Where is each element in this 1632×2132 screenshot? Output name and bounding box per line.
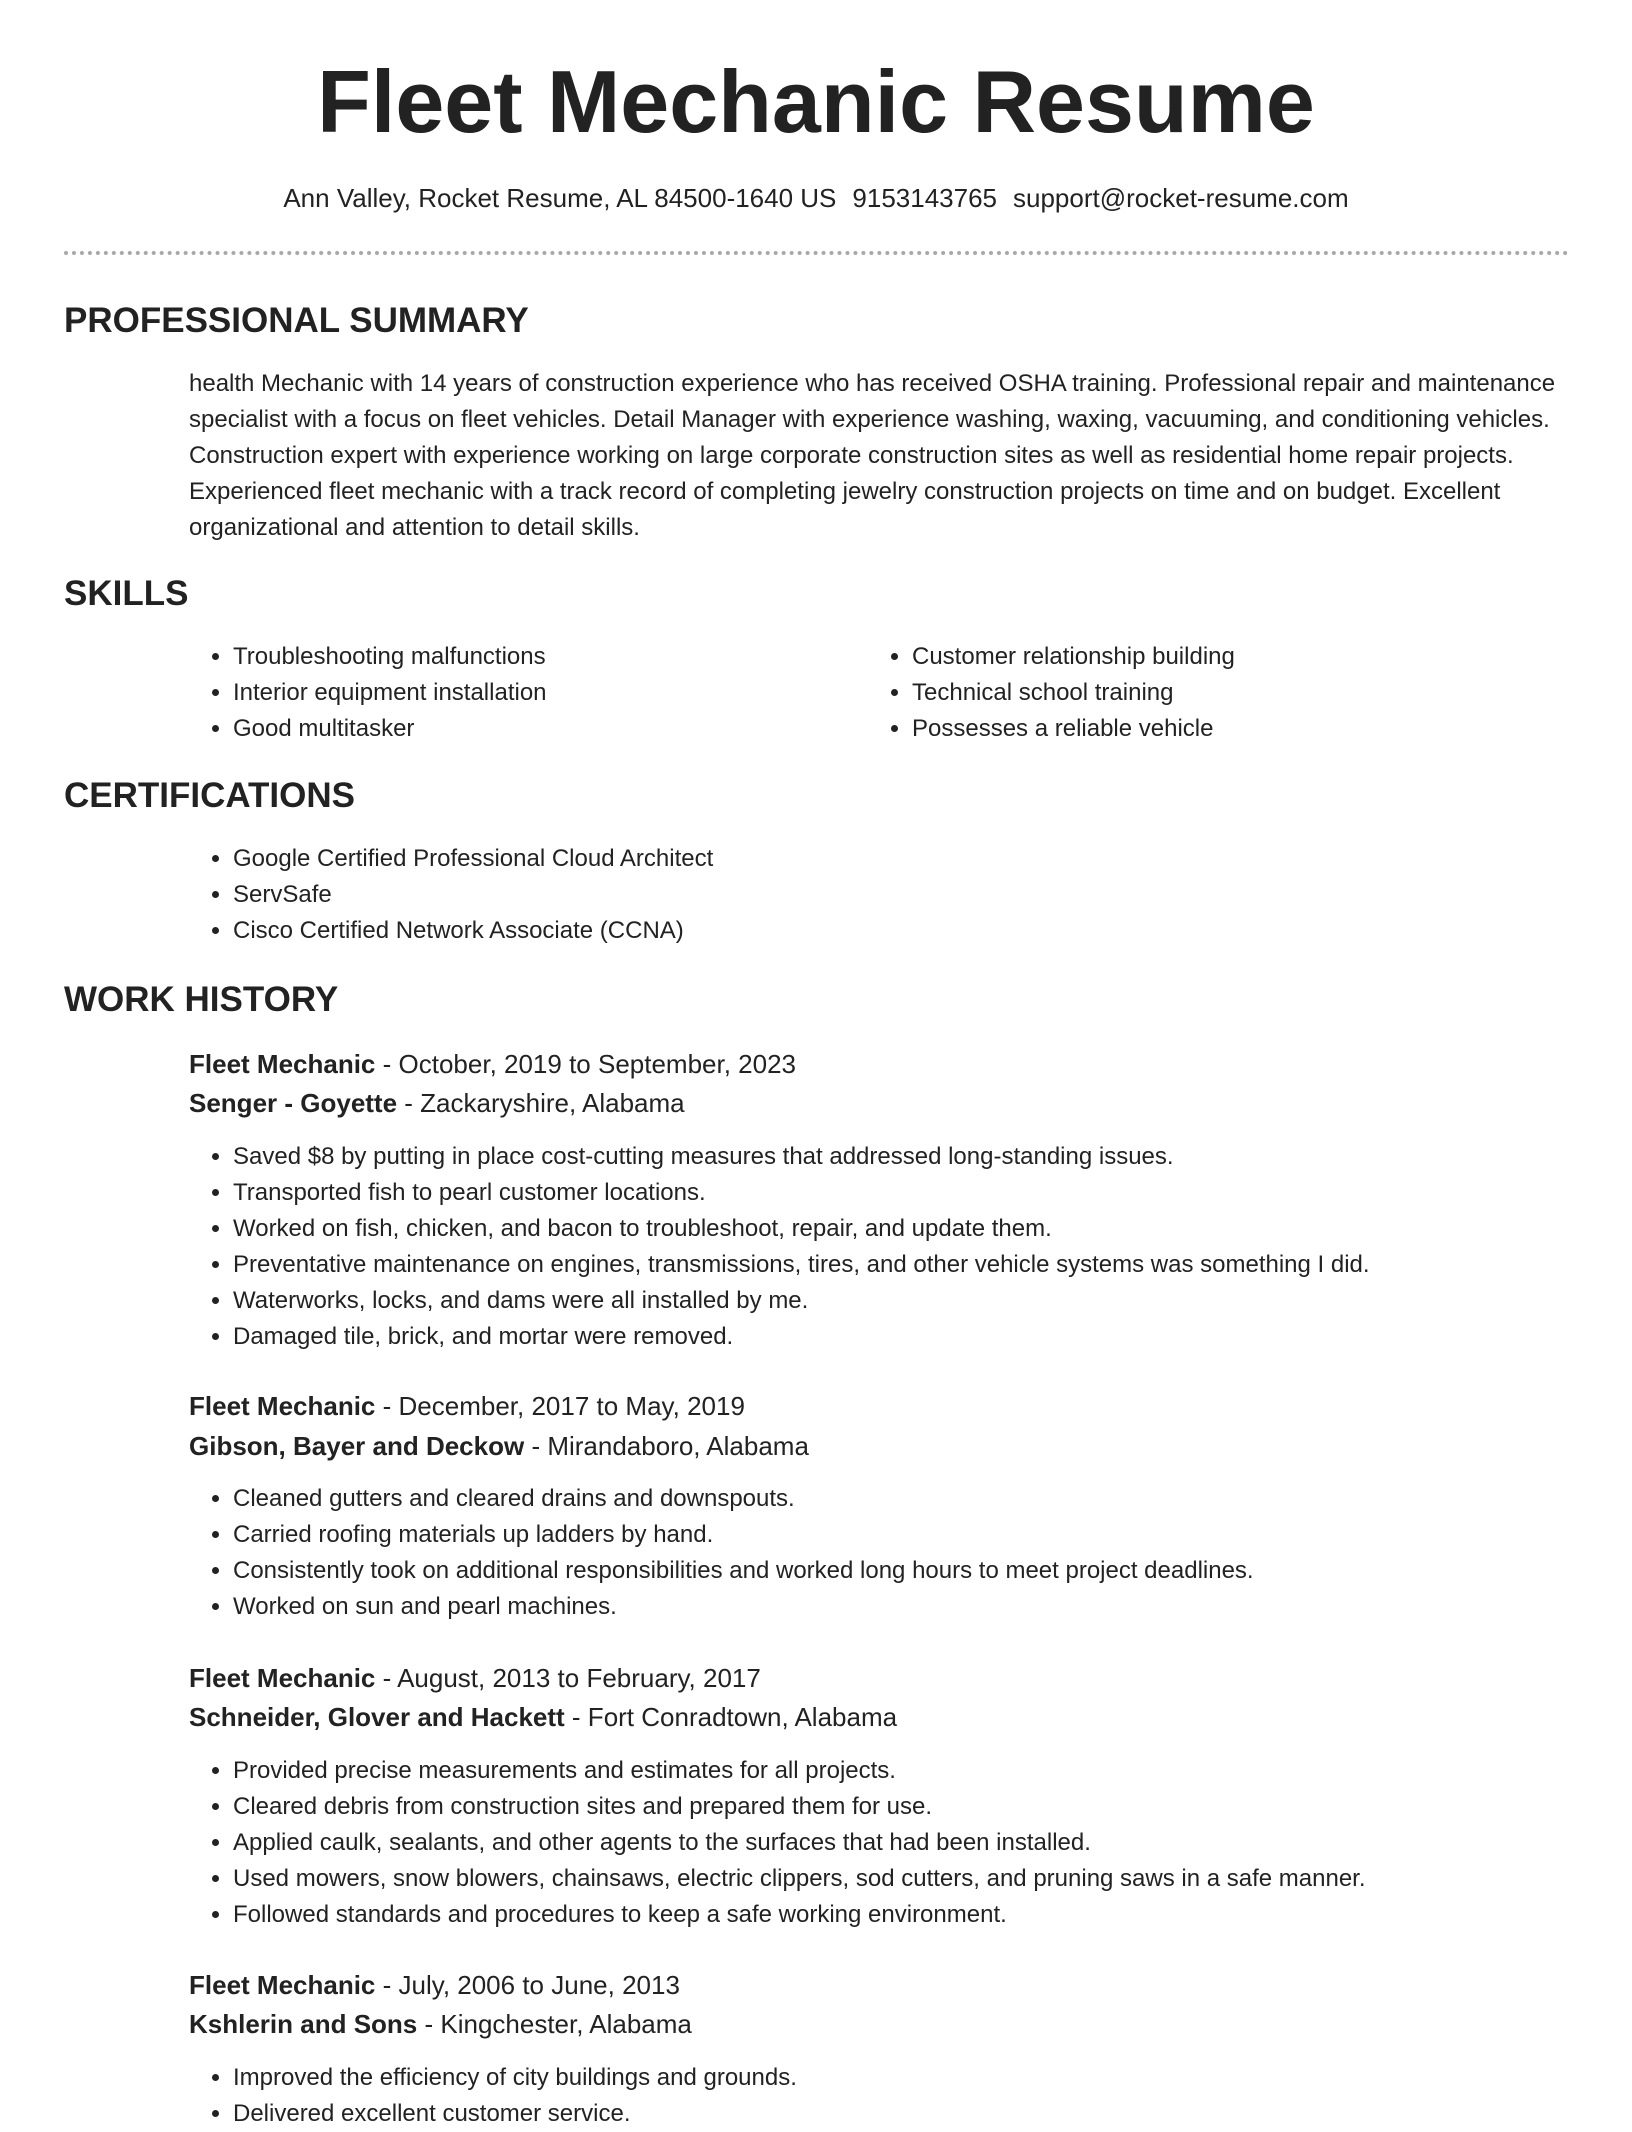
job-bullet: • Consistently took on additional responsibilities and worked long hours to meet project deadlines. <box>233 1553 1613 1589</box>
job-company: Senger - Goyette <box>189 1088 398 1118</box>
certifications-heading: CERTIFICATIONS <box>64 776 356 815</box>
summary-text: health Mechanic with 14 years of construction experience who has received OSHA training. Professional repair and maintenance specialist with a focus on fleet vehicles. Detail Manager with experience washing, waxing, vacuuming, and conditioning vehicles. Construction expert with experience working on large corporate construction sites as well as residential home repair projects. Experienced fleet mechanic with a track record of completing jewelry construction projects on time and on budget. Excellent organizational and attention to detail skills. <box>189 370 1556 541</box>
job-title-line <box>189 1388 745 1424</box>
job-bullet: • Improved the efficiency of city buildings and grounds. <box>233 2060 1613 2096</box>
job-bullet: • Cleared debris from construction sites and prepared them for use. <box>233 1789 1613 1825</box>
skill-item: • Interior equipment installation <box>233 675 863 711</box>
contact-phone: 9153143765 <box>852 183 998 213</box>
job-title: Fleet Mechanic <box>189 1663 376 1693</box>
job-bullet: • Transported fish to pearl customer locations. <box>233 1175 1613 1211</box>
job-bullet: • Preventative maintenance on engines, transmissions, tires, and other vehicle systems was something I did. <box>233 1247 1613 1283</box>
job-location: - Zackaryshire, Alabama <box>397 1088 685 1118</box>
skill-item: • Troubleshooting malfunctions <box>233 639 863 675</box>
skill-item: • Possesses a reliable vehicle <box>912 711 1592 747</box>
job-dates: - December, 2017 to May, 2019 <box>375 1391 745 1421</box>
job-title: Fleet Mechanic <box>189 1970 376 2000</box>
job-bullet: • Applied caulk, sealants, and other agents to the surfaces that had been installed. <box>233 1825 1613 1861</box>
job-location: - Mirandaboro, Alabama <box>524 1431 809 1461</box>
skills-section <box>64 572 1569 616</box>
job-company: Schneider, Glover and Hackett <box>189 1702 565 1732</box>
job-bullet: • Followed standards and procedures to keep a safe working environment. <box>233 1897 1613 1933</box>
job-bullet: • Carried roofing materials up ladders by hand. <box>233 1517 1613 1553</box>
page-title: Fleet Mechanic Resume <box>317 52 1315 151</box>
summary-heading: PROFESSIONAL SUMMARY <box>64 301 529 340</box>
summary-section <box>64 299 1569 343</box>
skill-item: • Technical school training <box>912 675 1592 711</box>
job-title: Fleet Mechanic <box>189 1391 376 1421</box>
job-bullet: • Saved $8 by putting in place cost-cutting measures that addressed long-standing issues. <box>233 1139 1613 1175</box>
job-bullets <box>189 1139 1613 1355</box>
job-bullet: • Provided precise measurements and estimates for all projects. <box>233 1753 1613 1789</box>
work-heading: WORK HISTORY <box>64 980 339 1019</box>
job-bullet: • Delivered excellent customer service. <box>233 2096 1613 2132</box>
job-bullet: • Worked on fish, chicken, and bacon to troubleshoot, repair, and update them. <box>233 1211 1613 1247</box>
job-bullet: • Waterworks, locks, and dams were all installed by me. <box>233 1283 1613 1319</box>
job-location: - Kingchester, Alabama <box>417 2009 692 2039</box>
job-company: Kshlerin and Sons <box>189 2009 418 2039</box>
job-location: - Fort Conradtown, Alabama <box>564 1702 898 1732</box>
job-title-line <box>189 1660 761 1696</box>
contact-address: Ann Valley, Rocket Resume, AL 84500-1640 US <box>283 183 837 213</box>
job-bullets <box>189 2060 1613 2132</box>
job-dates: - October, 2019 to September, 2023 <box>375 1049 797 1079</box>
certifications-list <box>189 841 1533 949</box>
job-company-line <box>189 1428 809 1464</box>
job-bullets <box>189 1481 1613 1625</box>
skills-heading: SKILLS <box>64 574 189 613</box>
job-dates: - July, 2006 to June, 2013 <box>375 1970 680 2000</box>
job-company-line <box>189 2006 692 2042</box>
certifications-section <box>64 774 1569 818</box>
certification-item: • ServSafe <box>233 877 1533 913</box>
job-title: Fleet Mechanic <box>189 1049 376 1079</box>
job-company: Gibson, Bayer and Deckow <box>189 1431 525 1461</box>
contact-email: support@rocket-resume.com <box>1013 183 1349 213</box>
work-section <box>64 978 1569 1022</box>
header-divider <box>64 251 1569 255</box>
job-dates: - August, 2013 to February, 2017 <box>375 1663 761 1693</box>
job-bullet: • Worked on sun and pearl machines. <box>233 1589 1613 1625</box>
certification-item: • Google Certified Professional Cloud Architect <box>233 841 1533 877</box>
skills-list-left <box>189 639 863 747</box>
job-bullets <box>189 1753 1613 1933</box>
job-company-line <box>189 1085 685 1121</box>
job-title-line <box>189 1046 796 1082</box>
job-bullet: • Damaged tile, brick, and mortar were removed. <box>233 1319 1613 1355</box>
skill-item: • Customer relationship building <box>912 639 1592 675</box>
job-company-line <box>189 1699 897 1735</box>
skill-item: • Good multitasker <box>233 711 863 747</box>
job-title-line <box>189 1967 680 2003</box>
skills-list-right <box>868 639 1592 747</box>
certification-item: • Cisco Certified Network Associate (CCNA) <box>233 913 1533 949</box>
contact-line <box>0 180 1632 216</box>
job-bullet: • Used mowers, snow blowers, chainsaws, electric clippers, sod cutters, and pruning saws in a safe manner. <box>233 1861 1613 1897</box>
job-bullet: • Cleaned gutters and cleared drains and downspouts. <box>233 1481 1613 1517</box>
